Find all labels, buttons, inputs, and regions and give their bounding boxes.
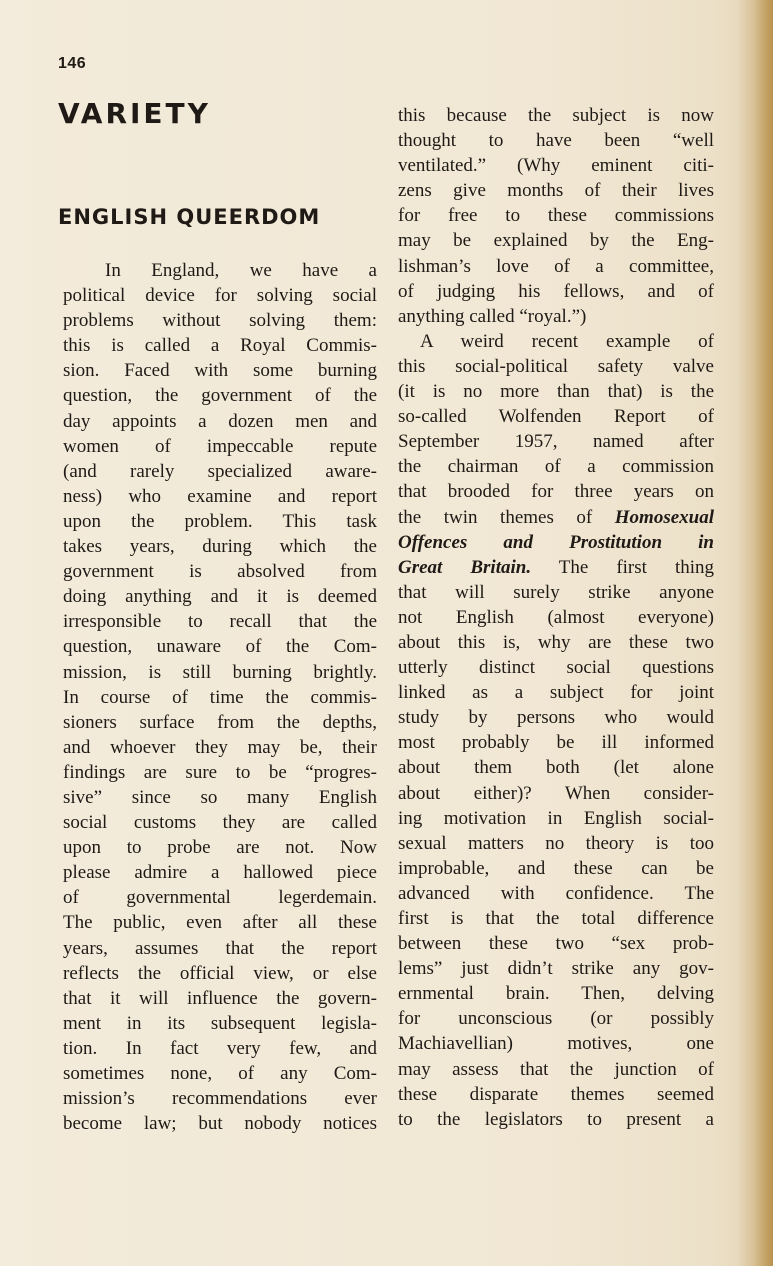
paragraph-line: years, assumes that the report <box>63 937 377 959</box>
paragraph-line: ness) who examine and report <box>63 485 377 507</box>
text-span: The first thing <box>531 556 714 578</box>
paragraph-line: for unconscious (or possibly <box>398 1008 714 1030</box>
paragraph-line: thought to have been “well <box>398 130 714 152</box>
paragraph-line: and whoever they may be, their <box>63 736 377 758</box>
paragraph-line: findings are sure to be “progres- <box>63 761 377 783</box>
paragraph-line: government is absolved from <box>63 561 377 583</box>
paragraph-line <box>398 505 714 530</box>
paragraph-line: utterly distinct social questions <box>398 657 714 679</box>
paragraph-line: reflects the official view, or else <box>63 962 377 984</box>
paragraph-line: problems without solving them: <box>63 310 377 332</box>
paragraph-line: to the legislators to present a <box>398 1108 714 1130</box>
paragraph-line: please admire a hallowed piece <box>63 862 377 884</box>
paragraph-line: become law; but nobody notices <box>63 1113 377 1135</box>
paragraph-line: mission’s recommendations ever <box>63 1088 377 1110</box>
paragraph-line: may assess that the junction of <box>398 1058 714 1080</box>
paragraph-line: question, unaware of the Com- <box>63 636 377 658</box>
section-title: VARIETY <box>58 97 211 130</box>
paragraph-line: anything called “royal.”) <box>398 305 587 327</box>
paragraph-line <box>398 555 714 580</box>
article-title: ENGLISH QUEERDOM <box>58 205 321 229</box>
paragraph-line: of judging his fellows, and of <box>398 280 714 302</box>
paragraph-line: Machiavellian) motives, one <box>398 1033 714 1055</box>
paragraph-line: about them both (let alone <box>398 757 714 779</box>
paragraph-line: day appoints a dozen men and <box>63 410 377 432</box>
right-column <box>398 103 714 1132</box>
paragraph-line: may be explained by the Eng- <box>398 230 714 252</box>
paragraph-line: between these two “sex prob- <box>398 933 714 955</box>
paragraph-line: that brooded for three years on <box>398 481 714 503</box>
paragraph-line: A weird recent example of <box>420 330 714 352</box>
paragraph-line: women of impeccable repute <box>63 435 377 457</box>
paragraph-line: sexual matters no theory is too <box>398 832 714 854</box>
paragraph-line: ing motivation in English social- <box>398 807 714 829</box>
paragraph-line: doing anything and it is deemed <box>63 586 377 608</box>
paragraph-line: these disparate themes seemed <box>398 1083 714 1105</box>
paragraph-line: lems” just didn’t strike any gov- <box>398 958 714 980</box>
paragraph-line <box>398 530 714 555</box>
paragraph-line: ment in its subsequent legisla- <box>63 1012 377 1034</box>
paragraph-line: The public, even after all these <box>63 912 377 934</box>
italic-title-span: Offences and Prostitution in <box>398 531 714 553</box>
paragraph-line: the chairman of a commission <box>398 456 714 478</box>
paragraph-line: not English (almost everyone) <box>398 606 714 628</box>
page-gutter-shadow <box>737 0 773 1266</box>
text-span: the twin themes of <box>398 506 615 528</box>
paragraph-line: social customs they are called <box>63 812 377 834</box>
paragraph-line: sioners surface from the depths, <box>63 711 377 733</box>
paragraph-line: so-called Wolfenden Report of <box>398 406 714 428</box>
paragraph-line: ernmental brain. Then, delving <box>398 983 714 1005</box>
page-number: 146 <box>58 55 87 72</box>
paragraph-line: about either)? When consider- <box>398 782 714 804</box>
paragraph-line: improbable, and these can be <box>398 857 714 879</box>
paragraph-line: (and rarely specialized aware- <box>63 460 377 482</box>
paragraph-line: that it will influence the govern- <box>63 987 377 1009</box>
paragraph-line: of governmental legerdemain. <box>63 887 377 909</box>
paragraph-line: most probably be ill informed <box>398 732 714 754</box>
paragraph-line: advanced with confidence. The <box>398 882 714 904</box>
paragraph-line: about this is, why are these two <box>398 631 714 653</box>
paragraph-line: In England, we have a <box>105 260 377 281</box>
paragraph-line: this because the subject is now <box>398 105 714 126</box>
paragraph-line: sive” since so many English <box>63 786 377 808</box>
paragraph-line: mission, is still burning brightly. <box>63 661 377 683</box>
paragraph-line: lishman’s love of a committee, <box>398 255 714 277</box>
paragraph-line: this social-political safety valve <box>398 355 714 377</box>
paragraph-line: ventilated.” (Why eminent citi- <box>398 155 714 177</box>
paragraph-line: September 1957, named after <box>398 431 714 453</box>
paragraph-line: this is called a Royal Commis- <box>63 335 377 357</box>
italic-title-span: Homosexual <box>614 506 714 528</box>
paragraph-line: (it is no more than that) is the <box>398 381 714 403</box>
paragraph-line: In course of time the commis- <box>63 686 377 708</box>
paragraph-line: that will surely strike anyone <box>398 581 714 603</box>
paragraph-line: question, the government of the <box>63 385 377 407</box>
paragraph-line: political device for solving social <box>63 285 377 307</box>
paragraph-line: study by persons who would <box>398 707 714 729</box>
paragraph-line: linked as a subject for joint <box>398 682 714 704</box>
paragraph-line: sometimes none, of any Com- <box>63 1063 377 1084</box>
paragraph-line: irresponsible to recall that the <box>63 611 377 633</box>
paragraph-line: sion. Faced with some burning <box>63 360 377 382</box>
italic-title-span: Great Britain. <box>398 556 532 578</box>
paragraph-line: upon the problem. This task <box>63 510 377 532</box>
left-column <box>63 258 377 1136</box>
paragraph-line: upon to probe are not. Now <box>63 837 377 859</box>
paragraph-line: first is that the total difference <box>398 908 714 929</box>
paragraph-line: tion. In fact very few, and <box>63 1037 377 1059</box>
paragraph-line: zens give months of their lives <box>398 180 714 202</box>
paragraph-line: for free to these commissions <box>398 205 714 227</box>
paragraph-line: takes years, during which the <box>63 536 377 558</box>
